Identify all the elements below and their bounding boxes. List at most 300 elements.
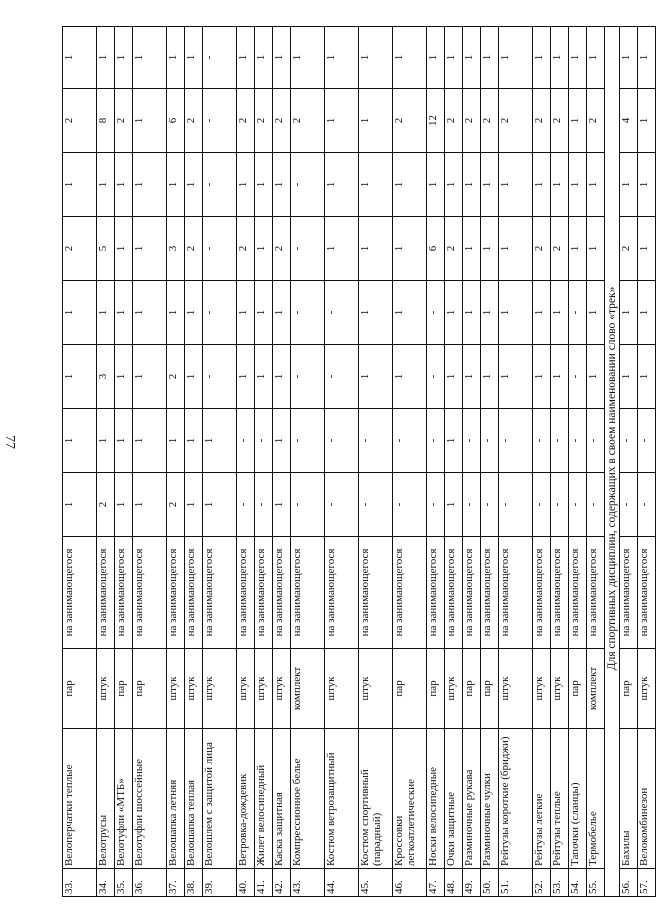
section-title: Для спортивных дисциплин, содержащих в своем наименовании слово «трек»: [605, 89, 620, 869]
qty-1: -: [481, 473, 499, 537]
qty-4: 1: [533, 281, 551, 345]
qty-2: -: [569, 409, 587, 473]
qty-7: 2: [481, 89, 499, 153]
condition: на занимающегося: [133, 537, 167, 649]
qty-2: 1: [185, 409, 203, 473]
qty-2: -: [463, 409, 481, 473]
item-name: Костюм спортивный (парадный): [359, 729, 393, 869]
row-number: 42.: [273, 869, 291, 897]
qty-1: 2: [97, 473, 115, 537]
qty-8: 1: [291, 27, 325, 89]
qty-1: -: [255, 473, 273, 537]
qty-7: 1: [638, 89, 656, 153]
qty-1: -: [237, 473, 255, 537]
qty-8: 1: [427, 27, 445, 89]
unit: штук: [237, 649, 255, 729]
qty-7: 2: [255, 89, 273, 153]
qty-7: 2: [463, 89, 481, 153]
row-number: 34.: [97, 869, 115, 897]
qty-7: 2: [551, 89, 569, 153]
qty-2: -: [620, 409, 638, 473]
qty-7: 2: [237, 89, 255, 153]
condition: на занимающегося: [203, 537, 237, 649]
qty-1: 1: [63, 473, 97, 537]
qty-8: 1: [463, 27, 481, 89]
row-number: 57.: [638, 869, 656, 897]
qty-3: 1: [587, 345, 605, 409]
qty-7: 1: [569, 89, 587, 153]
qty-6: 1: [551, 153, 569, 217]
qty-6: 1: [133, 153, 167, 217]
qty-1: -: [620, 473, 638, 537]
qty-6: -: [291, 153, 325, 217]
table-body-a: [63, 27, 605, 897]
qty-2: 1: [97, 409, 115, 473]
table-body-b: [620, 27, 656, 897]
item-name: Велошапка летняя: [167, 729, 185, 869]
qty-5: -: [203, 217, 237, 281]
table-row: [63, 27, 97, 897]
section-header-row: [605, 27, 620, 897]
qty-2: -: [359, 409, 393, 473]
unit: пар: [463, 649, 481, 729]
qty-8: 1: [393, 27, 427, 89]
qty-5: 1: [255, 217, 273, 281]
table-row: [393, 27, 427, 897]
row-number: 37.: [167, 869, 185, 897]
qty-3: 1: [445, 345, 463, 409]
qty-2: -: [638, 409, 656, 473]
unit: пар: [620, 649, 638, 729]
qty-5: 2: [237, 217, 255, 281]
qty-2: 1: [203, 409, 237, 473]
item-name: Бахилы: [620, 729, 638, 869]
unit: штук: [325, 649, 359, 729]
unit: штук: [445, 649, 463, 729]
qty-6: 1: [427, 153, 445, 217]
row-number: 41.: [255, 869, 273, 897]
unit: комплект: [291, 649, 325, 729]
qty-3: 1: [63, 345, 97, 409]
qty-3: 1: [533, 345, 551, 409]
qty-6: 1: [638, 153, 656, 217]
qty-7: 2: [393, 89, 427, 153]
item-name: Велошлем с защитой лица: [203, 729, 237, 869]
qty-6: 1: [115, 153, 133, 217]
table-row: [427, 27, 445, 897]
unit: штук: [185, 649, 203, 729]
table-row: [185, 27, 203, 897]
item-name: Кроссовки легкоатлетические: [393, 729, 427, 869]
condition: на занимающегося: [63, 537, 97, 649]
qty-2: 1: [115, 409, 133, 473]
qty-7: 2: [445, 89, 463, 153]
item-name: Очки защитные: [445, 729, 463, 869]
qty-8: 1: [620, 27, 638, 89]
condition: на занимающегося: [463, 537, 481, 649]
unit: штук: [273, 649, 291, 729]
qty-5: 5: [97, 217, 115, 281]
condition: на занимающегося: [115, 537, 133, 649]
item-name: Разминочные рукава: [463, 729, 481, 869]
condition: на занимающегося: [393, 537, 427, 649]
table-row: [359, 27, 393, 897]
qty-7: 6: [167, 89, 185, 153]
row-number: 45.: [359, 869, 393, 897]
condition: на занимающегося: [97, 537, 115, 649]
qty-4: -: [325, 281, 359, 345]
qty-5: 2: [551, 217, 569, 281]
unit: штук: [97, 649, 115, 729]
item-name: Ветровка-дождевик: [237, 729, 255, 869]
item-name: Рейтузы легкие: [533, 729, 551, 869]
qty-6: 1: [463, 153, 481, 217]
qty-5: 1: [481, 217, 499, 281]
qty-8: 1: [97, 27, 115, 89]
qty-5: -: [291, 217, 325, 281]
table-row: [445, 27, 463, 897]
row-number: 50.: [481, 869, 499, 897]
unit: пар: [427, 649, 445, 729]
condition: на занимающегося: [325, 537, 359, 649]
qty-4: 1: [167, 281, 185, 345]
qty-3: 1: [133, 345, 167, 409]
qty-8: 1: [237, 27, 255, 89]
row-number: 55.: [587, 869, 605, 897]
table-row: [325, 27, 359, 897]
qty-3: 1: [255, 345, 273, 409]
condition: на занимающегося: [359, 537, 393, 649]
qty-3: 1: [359, 345, 393, 409]
qty-1: 2: [167, 473, 185, 537]
qty-7: 1: [133, 89, 167, 153]
item-name: Велотрусы: [97, 729, 115, 869]
condition: на занимающегося: [569, 537, 587, 649]
unit: комплект: [587, 649, 605, 729]
row-number: 35.: [115, 869, 133, 897]
qty-4: -: [203, 281, 237, 345]
condition: на занимающегося: [445, 537, 463, 649]
qty-6: 1: [481, 153, 499, 217]
qty-3: -: [325, 345, 359, 409]
condition: на занимающегося: [167, 537, 185, 649]
unit: штук: [533, 649, 551, 729]
row-number: 44.: [325, 869, 359, 897]
unit: пар: [393, 649, 427, 729]
qty-2: -: [533, 409, 551, 473]
unit: пар: [569, 649, 587, 729]
table-row: [587, 27, 605, 897]
qty-1: -: [359, 473, 393, 537]
qty-5: 3: [167, 217, 185, 281]
qty-1: -: [427, 473, 445, 537]
table-row: [167, 27, 185, 897]
qty-7: 2: [587, 89, 605, 153]
qty-8: 1: [638, 27, 656, 89]
qty-2: 1: [445, 409, 463, 473]
qty-1: 1: [133, 473, 167, 537]
qty-1: 1: [273, 473, 291, 537]
row-number: 40.: [237, 869, 255, 897]
condition: на занимающегося: [499, 537, 533, 649]
qty-3: 1: [481, 345, 499, 409]
unit: пар: [115, 649, 133, 729]
qty-2: -: [255, 409, 273, 473]
qty-6: 1: [445, 153, 463, 217]
qty-7: 1: [325, 89, 359, 153]
qty-3: -: [203, 345, 237, 409]
qty-7: 12: [427, 89, 445, 153]
qty-5: 6: [427, 217, 445, 281]
qty-7: 4: [620, 89, 638, 153]
qty-3: 1: [185, 345, 203, 409]
qty-1: -: [393, 473, 427, 537]
qty-8: 1: [185, 27, 203, 89]
qty-6: 1: [587, 153, 605, 217]
condition: на занимающегося: [620, 537, 638, 649]
qty-7: 2: [115, 89, 133, 153]
qty-5: 1: [393, 217, 427, 281]
unit: пар: [133, 649, 167, 729]
qty-7: -: [203, 89, 237, 153]
table-row: [255, 27, 273, 897]
qty-3: 1: [273, 345, 291, 409]
row-number: 48.: [445, 869, 463, 897]
unit: штук: [638, 649, 656, 729]
qty-1: -: [325, 473, 359, 537]
page-number: 77: [2, 435, 17, 449]
item-name: Носки велосипедные: [427, 729, 445, 869]
table-row: [638, 27, 656, 897]
row-number: 49.: [463, 869, 481, 897]
qty-2: -: [551, 409, 569, 473]
table-row: [569, 27, 587, 897]
item-name: Велокомбинезон: [638, 729, 656, 869]
row-number: 39.: [203, 869, 237, 897]
qty-1: -: [638, 473, 656, 537]
qty-8: 1: [481, 27, 499, 89]
row-number: 38.: [185, 869, 203, 897]
row-number: 36.: [133, 869, 167, 897]
item-name: Рейтузы короткие (бриджи): [499, 729, 533, 869]
qty-1: -: [463, 473, 481, 537]
qty-5: 1: [587, 217, 605, 281]
unit: пар: [481, 649, 499, 729]
qty-5: 2: [620, 217, 638, 281]
qty-5: 2: [63, 217, 97, 281]
item-name: Тапочки (сланцы): [569, 729, 587, 869]
table-row: [620, 27, 638, 897]
qty-8: -: [203, 27, 237, 89]
condition: на занимающегося: [237, 537, 255, 649]
table-row: [97, 27, 115, 897]
unit: штук: [499, 649, 533, 729]
qty-3: 1: [237, 345, 255, 409]
equipment-table: [62, 26, 656, 897]
qty-3: 2: [167, 345, 185, 409]
row-number: 51.: [499, 869, 533, 897]
qty-8: 1: [167, 27, 185, 89]
qty-2: -: [481, 409, 499, 473]
qty-2: -: [499, 409, 533, 473]
item-name: Жилет велосипедный: [255, 729, 273, 869]
qty-8: 1: [133, 27, 167, 89]
qty-6: 1: [569, 153, 587, 217]
qty-3: 1: [499, 345, 533, 409]
qty-6: 1: [359, 153, 393, 217]
qty-6: 1: [499, 153, 533, 217]
unit: штук: [551, 649, 569, 729]
qty-6: 1: [273, 153, 291, 217]
table-row: [481, 27, 499, 897]
unit: штук: [255, 649, 273, 729]
qty-4: 1: [499, 281, 533, 345]
qty-4: -: [427, 281, 445, 345]
condition: на занимающегося: [291, 537, 325, 649]
item-name: Костюм ветрозащитный: [325, 729, 359, 869]
qty-4: 1: [463, 281, 481, 345]
qty-8: 1: [445, 27, 463, 89]
qty-4: 1: [620, 281, 638, 345]
table-row: [499, 27, 533, 897]
qty-4: 1: [133, 281, 167, 345]
row-number: 33.: [63, 869, 97, 897]
qty-7: 2: [273, 89, 291, 153]
condition: на занимающегося: [427, 537, 445, 649]
item-name: Велотуфли шоссейные: [133, 729, 167, 869]
qty-4: 1: [97, 281, 115, 345]
row-number: 52.: [533, 869, 551, 897]
qty-3: -: [569, 345, 587, 409]
qty-8: 1: [359, 27, 393, 89]
qty-8: 1: [325, 27, 359, 89]
qty-2: 1: [273, 409, 291, 473]
qty-4: 1: [445, 281, 463, 345]
qty-4: -: [291, 281, 325, 345]
qty-8: 1: [551, 27, 569, 89]
qty-8: 1: [115, 27, 133, 89]
qty-6: 1: [393, 153, 427, 217]
qty-2: -: [291, 409, 325, 473]
qty-7: 2: [533, 89, 551, 153]
qty-2: 1: [133, 409, 167, 473]
condition: на занимающегося: [481, 537, 499, 649]
row-number: 56.: [620, 869, 638, 897]
qty-1: -: [551, 473, 569, 537]
qty-2: -: [237, 409, 255, 473]
section-header-body: [605, 27, 620, 897]
row-number: 53.: [551, 869, 569, 897]
qty-6: 1: [167, 153, 185, 217]
qty-4: 1: [551, 281, 569, 345]
condition: на занимающегося: [551, 537, 569, 649]
qty-2: 1: [63, 409, 97, 473]
table-row: [133, 27, 167, 897]
qty-6: 1: [185, 153, 203, 217]
qty-4: 1: [359, 281, 393, 345]
unit: пар: [63, 649, 97, 729]
qty-3: 1: [115, 345, 133, 409]
qty-6: 1: [620, 153, 638, 217]
qty-3: 1: [393, 345, 427, 409]
unit: штук: [359, 649, 393, 729]
item-name: Компрессионное белье: [291, 729, 325, 869]
table-row: [463, 27, 481, 897]
item-name: Велошапка теплая: [185, 729, 203, 869]
condition: на занимающегося: [255, 537, 273, 649]
condition: на занимающегося: [533, 537, 551, 649]
condition: на занимающегося: [638, 537, 656, 649]
qty-6: -: [203, 153, 237, 217]
qty-7: 1: [359, 89, 393, 153]
qty-3: 1: [463, 345, 481, 409]
qty-1: -: [291, 473, 325, 537]
qty-1: 1: [115, 473, 133, 537]
row-number: 43.: [291, 869, 325, 897]
condition: на занимающегося: [273, 537, 291, 649]
qty-6: 1: [97, 153, 115, 217]
qty-4: 1: [273, 281, 291, 345]
table-row: [203, 27, 237, 897]
qty-1: 1: [445, 473, 463, 537]
table-row: [237, 27, 255, 897]
qty-8: 1: [587, 27, 605, 89]
qty-8: 1: [63, 27, 97, 89]
qty-4: 1: [185, 281, 203, 345]
qty-5: 2: [533, 217, 551, 281]
item-name: Велотуфли «МТБ»: [115, 729, 133, 869]
qty-8: 1: [255, 27, 273, 89]
unit: штук: [167, 649, 185, 729]
qty-7: 2: [185, 89, 203, 153]
item-name: Рейтузы теплые: [551, 729, 569, 869]
qty-3: 3: [97, 345, 115, 409]
qty-2: -: [325, 409, 359, 473]
qty-8: 1: [273, 27, 291, 89]
qty-2: -: [587, 409, 605, 473]
qty-7: 2: [499, 89, 533, 153]
table-row: [115, 27, 133, 897]
row-number: 54.: [569, 869, 587, 897]
qty-8: 1: [499, 27, 533, 89]
qty-5: 1: [359, 217, 393, 281]
qty-2: -: [393, 409, 427, 473]
qty-6: 1: [63, 153, 97, 217]
qty-4: 1: [115, 281, 133, 345]
unit: штук: [203, 649, 237, 729]
qty-7: 2: [291, 89, 325, 153]
qty-4: -: [569, 281, 587, 345]
qty-3: -: [427, 345, 445, 409]
qty-5: 2: [185, 217, 203, 281]
qty-3: 1: [638, 345, 656, 409]
table-row: [533, 27, 551, 897]
qty-4: 1: [587, 281, 605, 345]
qty-3: -: [291, 345, 325, 409]
condition: на занимающегося: [587, 537, 605, 649]
qty-6: 1: [255, 153, 273, 217]
qty-5: 1: [638, 217, 656, 281]
item-name: Велоперчатки теплые: [63, 729, 97, 869]
qty-2: -: [427, 409, 445, 473]
qty-4: 1: [481, 281, 499, 345]
qty-8: 1: [533, 27, 551, 89]
qty-5: 1: [133, 217, 167, 281]
qty-7: 2: [63, 89, 97, 153]
qty-4: 1: [237, 281, 255, 345]
qty-2: 1: [167, 409, 185, 473]
qty-6: 1: [325, 153, 359, 217]
